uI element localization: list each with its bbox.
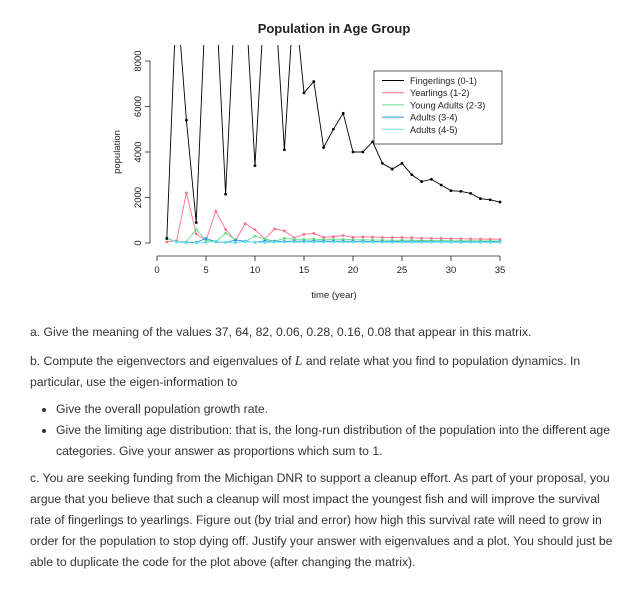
data-point (175, 241, 178, 244)
data-point (342, 112, 345, 115)
data-point (303, 241, 306, 244)
data-point (352, 151, 355, 154)
data-point (165, 237, 168, 240)
data-point (205, 241, 208, 244)
data-point (283, 230, 286, 233)
data-point (263, 241, 266, 244)
series-line (167, 193, 500, 242)
data-point (312, 80, 315, 83)
data-point (303, 233, 306, 236)
x-tick-label: 30 (445, 265, 457, 276)
data-point (322, 236, 325, 239)
data-point (254, 228, 257, 231)
data-point (401, 236, 404, 239)
data-point (459, 190, 462, 193)
data-point (459, 241, 462, 244)
data-point (254, 164, 257, 167)
question-b-text-pre: b. Compute the eigenvectors and eigenvalues of (30, 354, 295, 368)
data-point (361, 151, 364, 154)
data-point (401, 162, 404, 165)
data-point (381, 241, 384, 244)
data-point (420, 180, 423, 183)
data-point (205, 237, 208, 240)
x-tick-label: 5 (203, 265, 209, 276)
data-point (293, 241, 296, 244)
data-point (430, 178, 433, 181)
data-point (214, 240, 217, 243)
data-point (450, 189, 453, 192)
x-tick-label: 35 (494, 265, 506, 276)
data-point (195, 221, 198, 224)
x-tick-label: 25 (396, 265, 408, 276)
data-point (371, 241, 374, 244)
data-point (185, 119, 188, 122)
legend-label: Adults (4-5) (410, 124, 458, 135)
data-point (381, 236, 384, 239)
x-tick-label: 10 (249, 265, 261, 276)
chart-title: Population in Age Group (257, 21, 411, 36)
y-tick-label: 0 (133, 240, 144, 246)
data-point (361, 235, 364, 238)
data-point (479, 241, 482, 244)
x-tick-label: 0 (154, 265, 160, 276)
data-point (420, 241, 423, 244)
bullet-growth-rate: • Give the overall population growth rate. (56, 399, 615, 420)
question-b-text-post: and relate what you find to population dynamics. In particular, use the eigen-information to (30, 354, 581, 389)
data-point (332, 128, 335, 131)
legend-label: Fingerlings (0-1) (410, 76, 477, 86)
data-point (381, 162, 384, 165)
y-tick-label: 8000 (133, 50, 144, 72)
data-point (224, 241, 227, 244)
data-point (303, 91, 306, 94)
data-point (312, 232, 315, 235)
data-point (273, 227, 276, 230)
data-point (195, 241, 198, 244)
legend-label: Yearlings (1-2) (410, 88, 470, 99)
data-point (342, 234, 345, 237)
data-point (371, 236, 374, 239)
data-point (469, 192, 472, 195)
data-point (430, 241, 433, 244)
data-point (410, 236, 413, 239)
legend-label: Adults (3-4) (410, 112, 458, 123)
data-point (440, 241, 443, 244)
y-axis-label: population (112, 130, 123, 174)
data-point (244, 240, 247, 243)
data-point (322, 146, 325, 149)
data-point (254, 241, 257, 244)
data-point (224, 193, 227, 196)
data-point (489, 241, 492, 244)
data-point (273, 241, 276, 244)
data-point (479, 197, 482, 200)
y-tick-label: 2000 (133, 186, 144, 209)
data-point (234, 241, 237, 244)
data-point (332, 241, 335, 244)
data-point (352, 236, 355, 239)
data-point (224, 232, 227, 235)
data-point (371, 140, 374, 143)
data-point (214, 210, 217, 213)
data-point (165, 240, 168, 243)
x-tick-label: 20 (347, 265, 359, 276)
data-point (185, 192, 188, 195)
data-point (420, 237, 423, 240)
data-point (312, 241, 315, 244)
data-point (450, 241, 453, 244)
data-point (283, 148, 286, 151)
question-b (30, 350, 615, 393)
x-tick-label: 15 (298, 265, 310, 276)
data-point (499, 201, 502, 204)
data-point (391, 168, 394, 171)
y-tick-label: 4000 (133, 141, 144, 163)
x-axis-label: time (year) (311, 290, 357, 301)
y-tick-label: 6000 (133, 95, 144, 118)
data-point (352, 241, 355, 244)
data-point (234, 239, 237, 242)
data-point (283, 241, 286, 244)
data-point (391, 236, 394, 239)
data-point (410, 173, 413, 176)
data-point (322, 241, 325, 244)
data-point (195, 233, 198, 236)
data-point (469, 241, 472, 244)
legend-label: Young Adults (2-3) (410, 100, 486, 111)
data-point (342, 241, 345, 244)
matrix-symbol: L (294, 353, 303, 368)
legend (374, 71, 502, 144)
question-text (30, 322, 615, 573)
data-point (244, 222, 247, 225)
data-point (332, 235, 335, 238)
data-point (224, 228, 227, 231)
question-a: a. Give the meaning of the values 37, 64, 82, 0.06, 0.28, 0.16, 0.08 that appear in this matrix. (30, 325, 532, 339)
data-point (440, 184, 443, 187)
data-point (361, 241, 364, 244)
data-point (195, 228, 198, 231)
data-point (401, 241, 404, 244)
data-point (254, 235, 257, 238)
question-c: c. You are seeking funding from the Michigan DNR to support a cleanup effort. As part of your proposal, you argue that you believe that such a cleanup will most impact the youngest fish and will improve the survival rate of fingerlings to yearlings. Figure out (by trial and error) how high this survival rate will need to grow in order for the population to stop dying off. Justify your answer with eigenvalues and a plot. You should just be able to duplicate the code for the plot above (after changing the matrix). (30, 471, 613, 569)
data-point (185, 241, 188, 244)
data-point (391, 241, 394, 244)
bullet-limiting-distribution: • Give the limiting age distribution: that is, the long-run distribution of the population into the different age categories. Give your answer as proportions which sum to 1. (56, 420, 615, 462)
data-point (283, 237, 286, 240)
data-point (410, 241, 413, 244)
data-point (499, 241, 502, 244)
bullet-list (30, 399, 615, 462)
data-point (489, 198, 492, 201)
